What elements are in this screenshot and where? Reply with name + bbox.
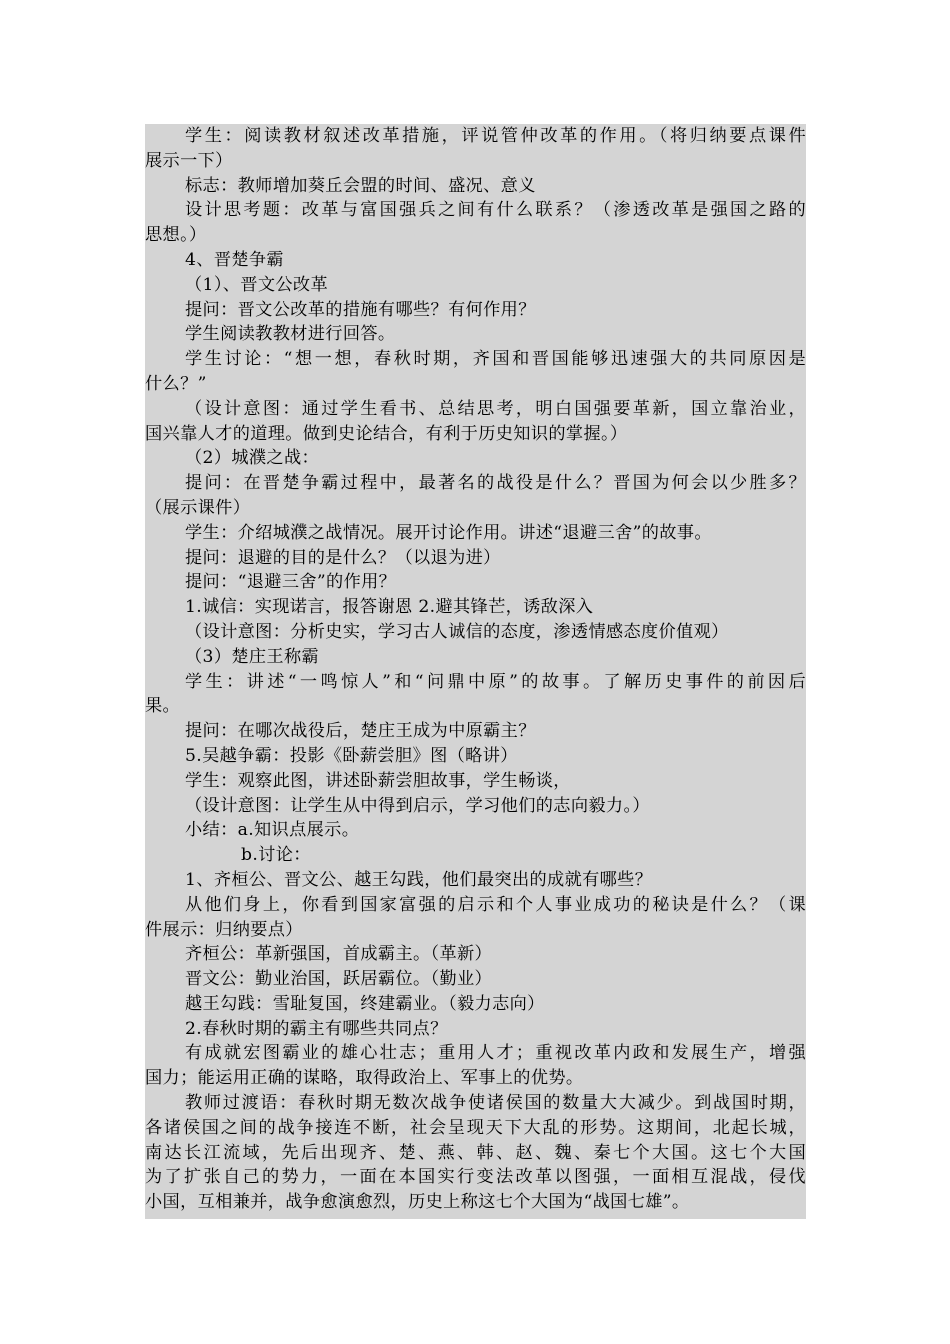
text-line: （设计意图：通过学生看书、总结思考，明白国强要革新，国立靠治业， (185, 398, 806, 419)
text-line: 为了扩张自己的势力，一面在本国实行变法改革以图强，一面相互混战，侵伐 (145, 1167, 806, 1188)
text-line: （2）城濮之战： (185, 448, 320, 469)
text-line: 提问：退避的目的是什么？（以退为进） (185, 547, 501, 568)
text-line: 提问：在哪次战役后，楚庄王成为中原霸主？ (185, 721, 536, 742)
text-line: （设计意图：让学生从中得到启示，学习他们的志向毅力。） (185, 795, 650, 816)
text-line: 晋文公：勤业治国，跃居霸位。（勤业） (185, 969, 493, 990)
text-line: 小结：a.知识点展示。 (185, 820, 360, 841)
text-line: 齐桓公：革新强国，首成霸主。（革新） (185, 944, 493, 965)
text-line: （3）楚庄王称霸 (185, 646, 320, 667)
text-line: 国兴靠人才的道理。做到史论结合，有利于历史知识的掌握。） (145, 423, 628, 444)
text-line: 提问：“退避三舍”的作用？ (185, 572, 397, 593)
text-line: 各诸侯国之间的战争接连不断，社会呈现天下大乱的形势。这期间，北起长城， (145, 1117, 806, 1138)
text-line: 5.吴越争霸：投影《卧薪尝胆》图（略讲） (185, 745, 518, 766)
text-line: 从他们身上，你看到国家富强的启示和个人事业成功的秘诀是什么？（课 (185, 894, 806, 915)
text-line: 展示一下） (145, 150, 233, 171)
text-line: 1、齐桓公、晋文公、越王勾践，他们最突出的成就有哪些？ (185, 869, 653, 890)
text-line: 国力；能运用正确的谋略，取得政治上、军事上的优势。 (145, 1068, 584, 1089)
text-line: 学生阅读教教材进行回答。 (185, 324, 396, 345)
text-line: 2.春秋时期的霸主有哪些共同点？ (185, 1018, 448, 1039)
text-line: 越王勾践：雪耻复国，终建霸业。（毅力志向） (185, 993, 545, 1014)
text-line: 小国，互相兼并，战争愈演愈烈，历史上称这七个大国为“战国七雄”。 (145, 1192, 690, 1213)
text-line: 思想。） (145, 225, 207, 246)
highlighted-text-block (145, 124, 806, 1219)
text-line: 设计思考题：改革与富国强兵之间有什么联系？（渗透改革是强国之路的 (185, 200, 806, 221)
text-line: 学生：观察此图，讲述卧薪尝胆故事，学生畅谈， (185, 770, 571, 791)
text-line: 有成就宏图霸业的雄心壮志；重用人才；重视改革内政和发展生产，增强 (185, 1043, 806, 1064)
text-line: 教师过渡语：春秋时期无数次战争使诸侯国的数量大大减少。到战国时期， (185, 1093, 806, 1114)
text-line: 提问：晋文公改革的措施有哪些？有何作用？ (185, 299, 536, 320)
text-line: （展示课件） (145, 497, 251, 518)
text-line: b.讨论： (241, 845, 311, 866)
text-line: 果。 (145, 696, 181, 717)
text-line: 学生：阅读教材叙述改革措施，评说管仲改革的作用。（将归纳要点课件 (185, 126, 806, 146)
text-line: 标志：教师增加葵丘会盟的时间、盛况、意义 (185, 175, 536, 196)
text-line: 南达长江流域，先后出现齐、楚、燕、韩、赵、魏、秦七个大国。这七个大国 (145, 1142, 806, 1163)
text-line: 件展示：归纳要点） (145, 919, 303, 940)
text-line: 4、晋楚争霸 (185, 249, 284, 270)
text-line: 学生：介绍城濮之战情况。展开讨论作用。讲述“退避三舍”的故事。 (185, 522, 712, 543)
text-line: （1）、晋文公改革 (185, 274, 328, 295)
text-line: （设计意图：分析史实，学习古人诚信的态度，渗透情感态度价值观） (185, 621, 729, 642)
text-line: 学生讨论：“想一想，春秋时期，齐国和晋国能够迅速强大的共同原因是 (185, 349, 806, 370)
text-line: 提问：在晋楚争霸过程中，最著名的战役是什么？晋国为何会以少胜多？ (185, 473, 806, 494)
text-line: 1.诚信：实现诺言，报答谢恩 2.避其锋芒，诱敌深入 (185, 597, 594, 618)
text-line: 什么？” (145, 373, 207, 394)
text-line: 学生：讲述“一鸣惊人”和“问鼎中原”的故事。了解历史事件的前因后 (185, 671, 806, 692)
